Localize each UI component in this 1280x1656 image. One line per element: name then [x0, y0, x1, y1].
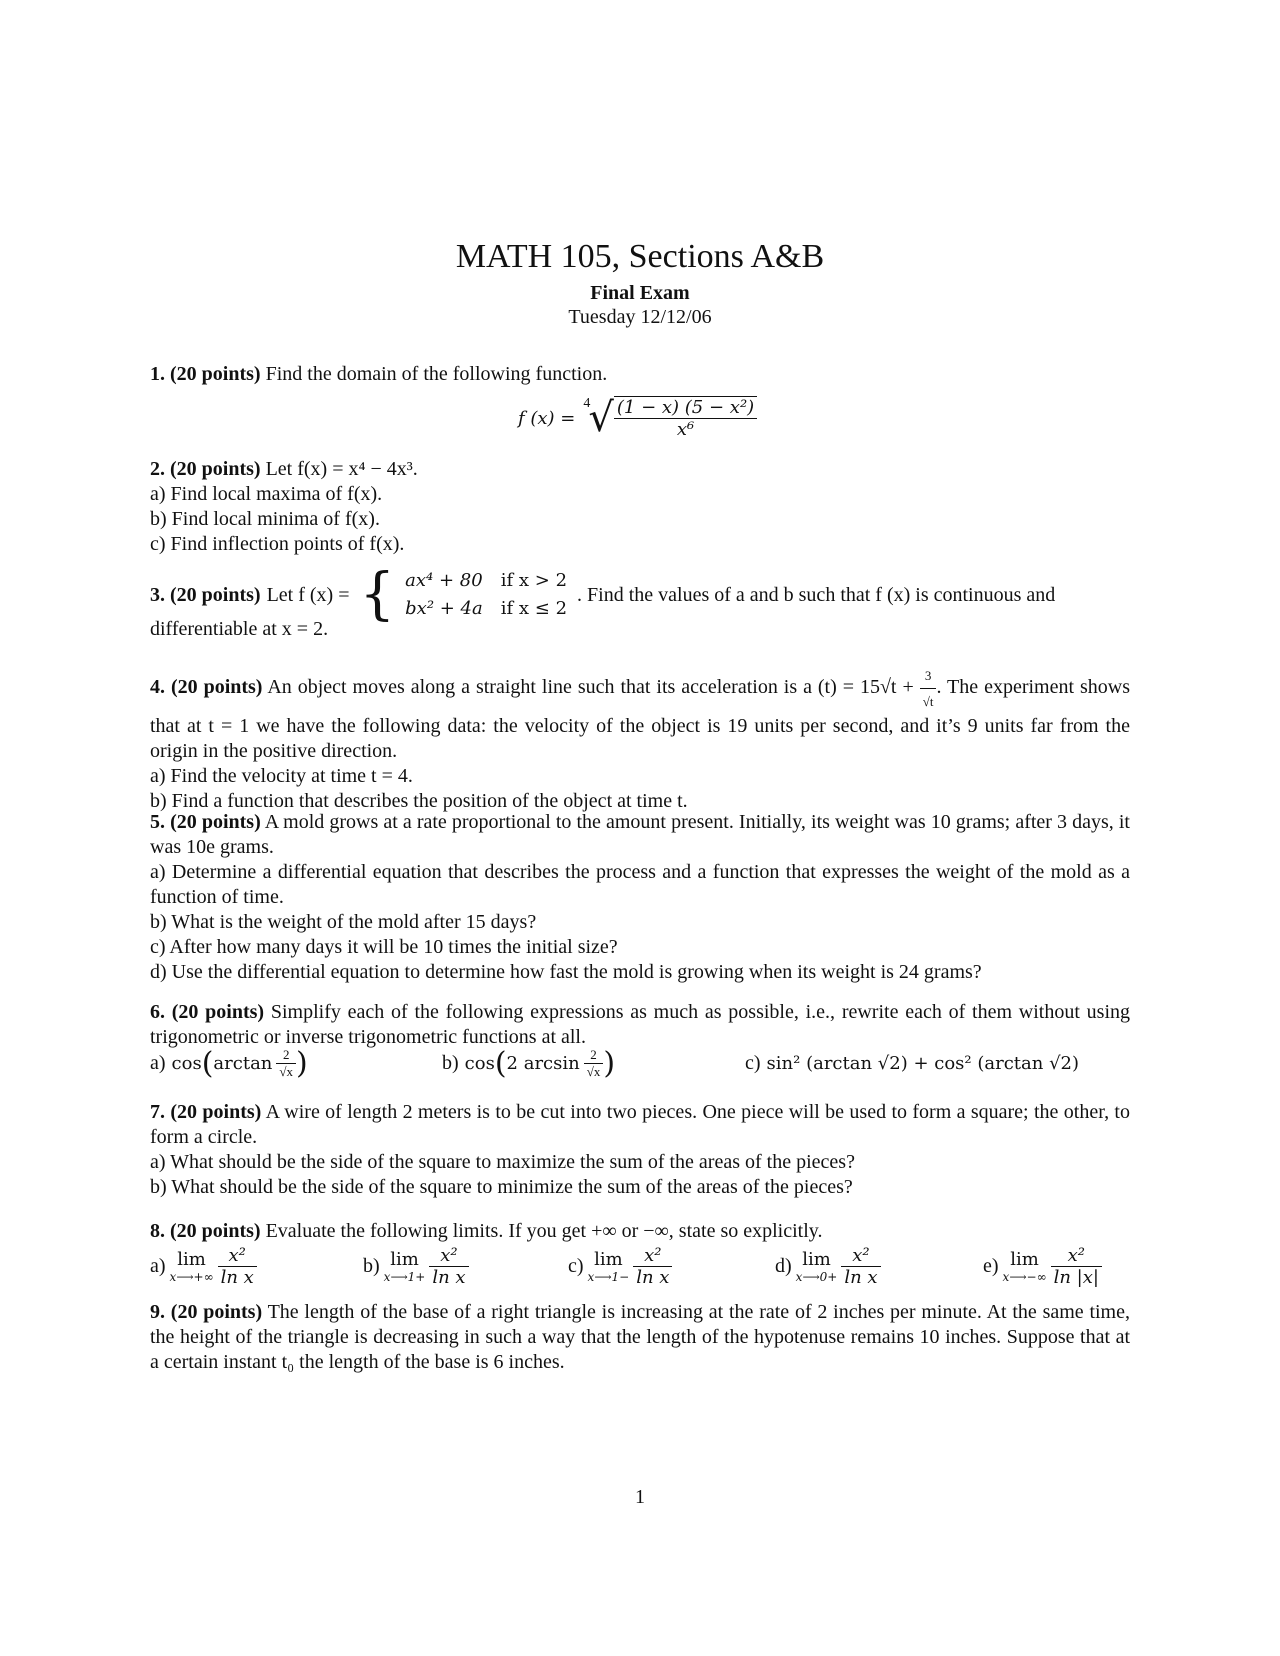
q6-a-label: a) — [150, 1052, 166, 1074]
q2-part-a: a) Find local maxima of f(x). — [150, 483, 383, 505]
radical-sign-icon: √ — [588, 395, 614, 441]
lim-word: lim — [1010, 1249, 1039, 1270]
q6-b-func: cos — [464, 1053, 495, 1074]
q1-denominator: x⁶ — [676, 419, 695, 440]
limit-operator — [384, 1249, 426, 1284]
q4-part-b: b) Find a function that describes the position of the object at time t. — [150, 790, 688, 812]
exam-title: MATH 105, Sections A&B — [455, 238, 825, 275]
q6-b-num: 2 — [584, 1047, 604, 1064]
q8-limit-label: d) — [775, 1255, 792, 1277]
limit-fraction — [429, 1245, 468, 1288]
right-paren-icon: ) — [296, 1046, 308, 1081]
q2-text: Let f(x) = x⁴ − 4x³. — [265, 458, 418, 480]
q8-limit-label: e) — [983, 1255, 999, 1277]
q4-part-a: a) Find the velocity at time t = 4. — [150, 765, 413, 787]
q5-head: 5. (20 points) — [150, 811, 261, 833]
q8-limit-label: b) — [363, 1255, 380, 1277]
lim-subscript: x⟶1− — [587, 1270, 630, 1284]
q8-limit-c — [568, 1245, 672, 1288]
q7-part-a: a) What should be the side of the square to maximize the sum of the areas of the pieces? — [150, 1151, 855, 1173]
lim-word: lim — [594, 1249, 623, 1270]
q3-head: 3. (20 points) — [150, 583, 261, 606]
left-brace-icon: { — [359, 562, 396, 627]
q5-part-b: b) What is the weight of the mold after 15 days? — [150, 911, 537, 933]
q8-limit-a — [150, 1245, 257, 1288]
q2-part-b: b) Find local minima of f(x). — [150, 508, 380, 530]
q3-case1-cond: if x > 2 — [500, 570, 568, 591]
q2-head: 2. (20 points) — [150, 458, 261, 480]
q3-continued — [150, 617, 1130, 642]
question-9 — [150, 1300, 1130, 1375]
limit-denominator: ln x — [432, 1267, 466, 1288]
lim-word: lim — [802, 1249, 831, 1270]
exam-date: Tuesday 12/12/06 — [568, 306, 712, 328]
q1-fx: f (x) = — [518, 407, 576, 429]
question-5 — [150, 810, 1130, 985]
limit-denominator: ln x — [636, 1267, 670, 1288]
q8-limit-label: c) — [568, 1255, 584, 1277]
lim-subscript: x⟶+∞ — [169, 1270, 214, 1284]
q3-lead: Let f (x) = — [266, 583, 350, 606]
q4-text2: . The experiment shows that at t = 1 we have the following data: the velocity of the object is 19 units per second, and it’s 9 units far from the origin in the positive direction. — [150, 676, 1130, 762]
q8-head: 8. (20 points) — [150, 1220, 261, 1242]
q5-text: A mold grows at a rate proportional to the amount present. Initially, its weight was 10 grams; after 3 days, it was 10e grams. — [150, 811, 1130, 858]
q7-part-b: b) What should be the side of the square to minimize the sum of the areas of the pieces? — [150, 1176, 853, 1198]
q6-part-a — [150, 1046, 308, 1081]
question-3 — [150, 562, 1130, 627]
q7-text: A wire of length 2 meters is to be cut into two pieces. One piece will be used to form a square; the other, to form a circle. — [150, 1101, 1130, 1148]
q5-part-a: a) Determine a differential equation that describes the process and a function that expresses the weight of the mold as a function of time. — [150, 861, 1130, 908]
q4-fraction — [920, 663, 937, 714]
q6-a-den: √x — [279, 1064, 294, 1079]
limit-operator — [170, 1249, 214, 1284]
limit-numerator: x² — [633, 1245, 672, 1267]
limit-operator — [1003, 1249, 1047, 1284]
limit-fraction — [841, 1245, 880, 1288]
q3-case2-expr: bx² + 4a — [405, 598, 483, 619]
q6-b-fraction — [584, 1047, 604, 1080]
limit-numerator: x² — [218, 1245, 257, 1267]
q4-frac-num: 3 — [920, 663, 937, 689]
q4-text1: An object moves along a straight line such that its acceleration is a (t) = 15√t + — [267, 676, 920, 699]
question-2 — [150, 457, 1130, 557]
lim-word: lim — [390, 1249, 419, 1270]
q6-a-num: 2 — [276, 1047, 296, 1064]
q1-text: Find the domain of the following function. — [265, 363, 608, 385]
question-7 — [150, 1100, 1130, 1200]
q4-frac-den: √t — [922, 694, 934, 709]
left-paren-icon: ( — [201, 1046, 214, 1081]
lim-subscript: x⟶−∞ — [1002, 1270, 1047, 1284]
q1-root-index: 4 — [583, 396, 591, 411]
q1-head: 1. (20 points) — [150, 363, 261, 385]
q1-numerator: (1 − x) (5 − x²) — [614, 397, 757, 419]
limit-fraction — [633, 1245, 672, 1288]
q3-case1-expr: ax⁴ + 80 — [405, 570, 483, 591]
limit-denominator: ln |x| — [1053, 1267, 1099, 1288]
q6-b-inner: 2 arcsin — [506, 1053, 580, 1074]
limit-operator — [588, 1249, 630, 1284]
lim-subscript: x⟶1+ — [383, 1270, 426, 1284]
q9-head: 9. (20 points) — [150, 1301, 263, 1323]
page-number: 1 — [635, 1486, 645, 1508]
lim-word: lim — [177, 1249, 206, 1270]
q3-line2: differentiable at x = 2. — [150, 618, 329, 640]
q8-limit-d — [775, 1245, 881, 1288]
limit-fraction — [1051, 1245, 1102, 1288]
question-1 — [150, 362, 1130, 387]
q1-radical — [583, 396, 757, 440]
q6-c-expr: sin² (arctan √2) + cos² (arctan √2) — [766, 1053, 1080, 1074]
limit-operator — [796, 1249, 838, 1284]
q3-tail: . Find the values of a and b such that f (x) is continuous and — [577, 583, 1056, 606]
limit-numerator: x² — [841, 1245, 880, 1267]
limit-numerator: x² — [429, 1245, 468, 1267]
q6-a-fraction — [276, 1047, 296, 1080]
q6-b-den: √x — [586, 1064, 601, 1079]
q8-limit-label: a) — [150, 1255, 166, 1277]
q4-head: 4. (20 points) — [150, 676, 263, 699]
question-8 — [150, 1219, 1130, 1244]
q6-c-label: c) — [745, 1052, 761, 1074]
question-6 — [150, 1000, 1130, 1050]
q8-limit-e — [983, 1245, 1102, 1288]
q6-a-inner: arctan — [213, 1053, 273, 1074]
lim-subscript: x⟶0+ — [795, 1270, 838, 1284]
q5-part-d: d) Use the differential equation to determine how fast the mold is growing when its weight is 24 grams? — [150, 961, 982, 983]
q1-equation — [518, 396, 757, 440]
q6-part-c — [745, 1052, 1079, 1075]
limit-fraction — [218, 1245, 257, 1288]
question-4 — [150, 663, 1130, 814]
limit-denominator: ln x — [844, 1267, 878, 1288]
q8-limit-b — [363, 1245, 469, 1288]
q8-text: Evaluate the following limits. If you get +∞ or −∞, state so explicitly. — [265, 1220, 823, 1242]
q6-head: 6. (20 points) — [150, 1001, 265, 1023]
right-paren-icon: ) — [603, 1046, 616, 1081]
q1-fraction — [614, 396, 757, 440]
q5-part-c: c) After how many days it will be 10 times the initial size? — [150, 936, 618, 958]
q9-text: The length of the base of a right triangle is increasing at the rate of 2 inches per minute. At the same time, the height of the triangle is decreasing in such a way that the length of the hypotenuse remains 10 inches. Suppose that at a certain instant t₀ the length of the base is 6 inches. — [150, 1301, 1130, 1373]
q6-a-func: cos — [171, 1053, 202, 1074]
limit-numerator: x² — [1051, 1245, 1102, 1267]
left-paren-icon: ( — [494, 1046, 507, 1081]
limit-denominator: ln x — [220, 1267, 254, 1288]
q6-text: Simplify each of the following expressions as much as possible, i.e., rewrite each of them without using trigonometric or inverse trigonometric functions at all. — [150, 1001, 1130, 1048]
q7-head: 7. (20 points) — [150, 1101, 262, 1123]
exam-subtitle: Final Exam — [590, 282, 690, 304]
q6-b-label: b) — [442, 1052, 459, 1074]
q3-case2-cond: if x ≤ 2 — [500, 598, 568, 619]
q3-cases — [395, 566, 577, 624]
q6-part-b — [442, 1046, 615, 1081]
q2-part-c: c) Find inflection points of f(x). — [150, 533, 405, 555]
